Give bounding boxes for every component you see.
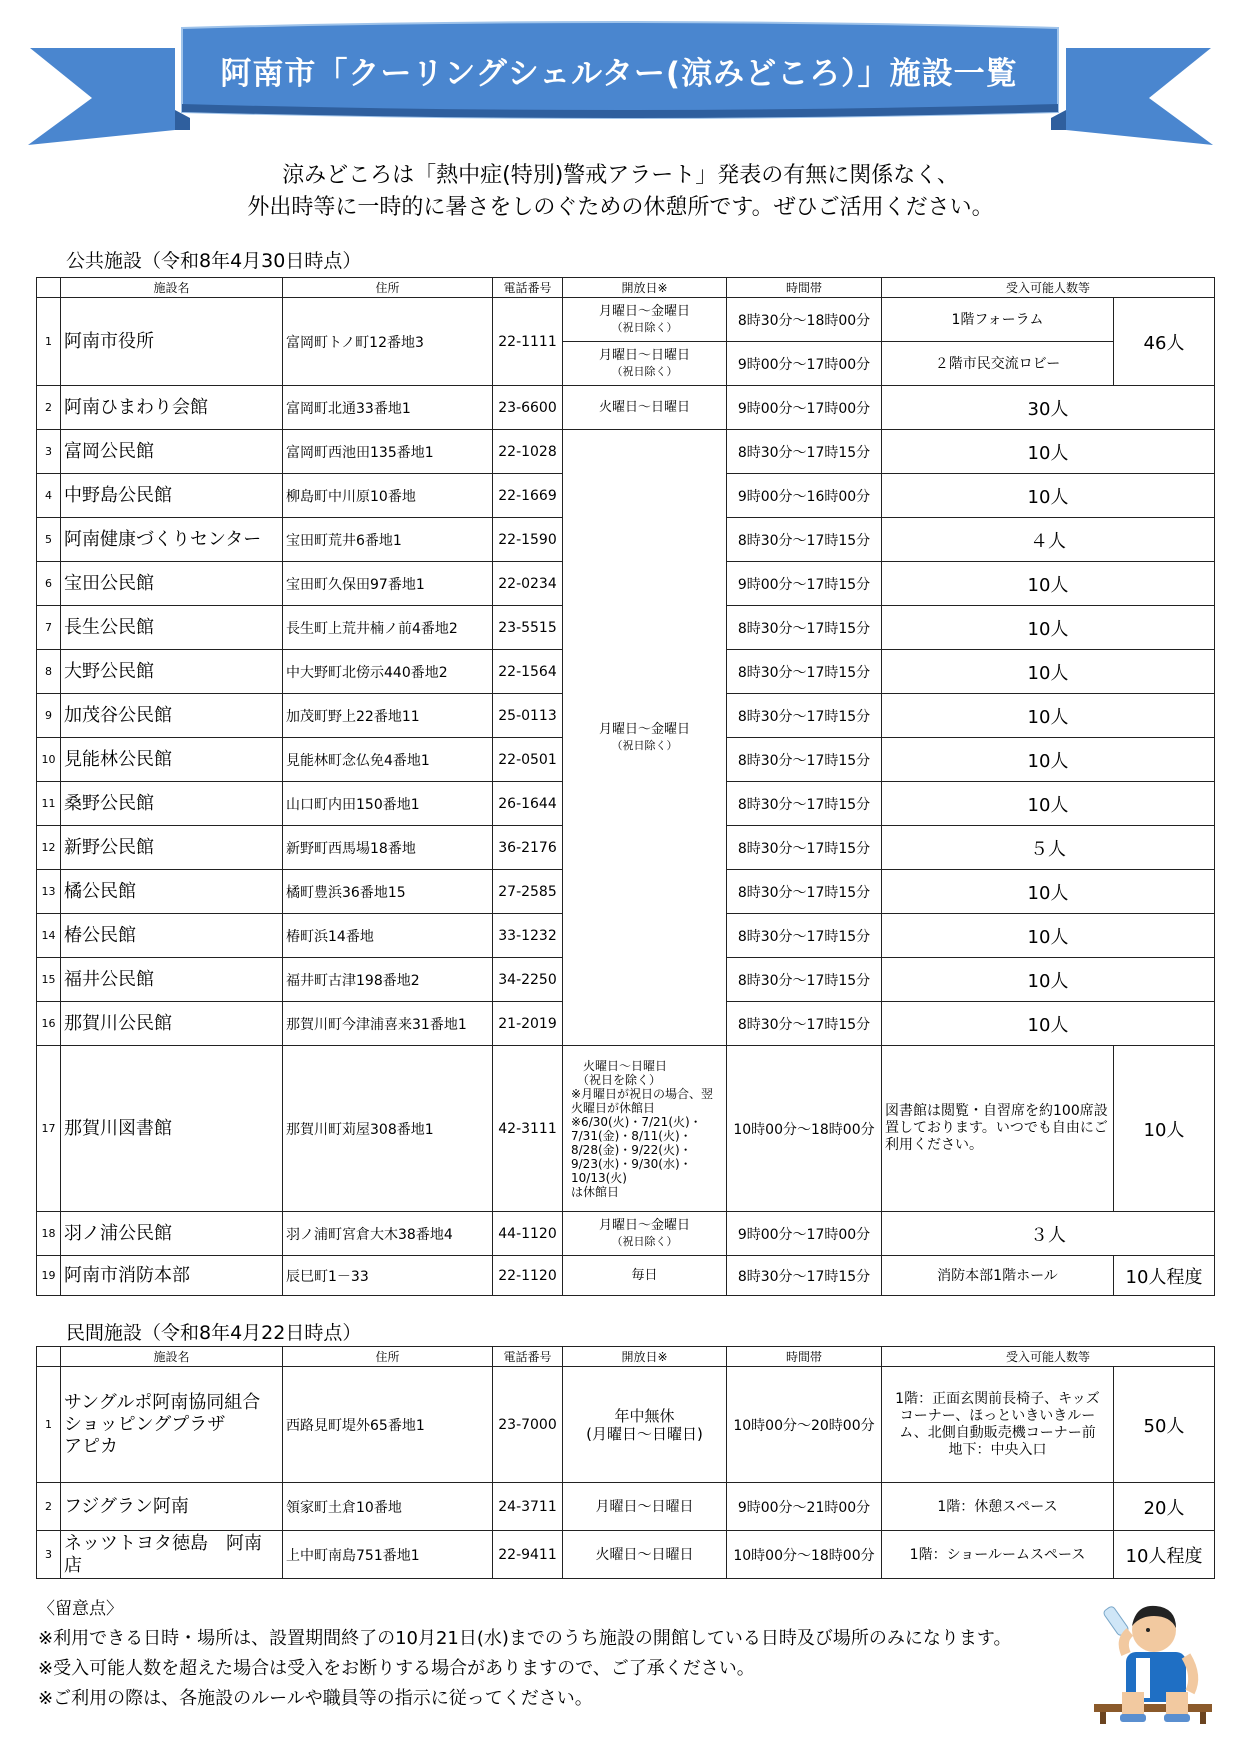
facility-name: 桑野公民館 xyxy=(61,782,283,826)
facility-hours: 10時00分～20時00分 xyxy=(727,1367,882,1483)
facility-address: 加茂町野上22番地11 xyxy=(283,694,493,738)
header-no xyxy=(37,278,61,298)
facility-hours: 8時30分～17時15分 xyxy=(727,694,882,738)
header-capacity: 受入可能人数等 xyxy=(882,278,1215,298)
facility-address: 見能林町念仏免4番地1 xyxy=(283,738,493,782)
facility-hours: 9時00分～17時00分 xyxy=(727,1212,882,1256)
facility-name: 宝田公民館 xyxy=(61,562,283,606)
facility-tel: 22-1028 xyxy=(493,430,563,474)
facility-tel: 44-1120 xyxy=(493,1212,563,1256)
facility-tel: 22-1590 xyxy=(493,518,563,562)
facility-capacity: 10人 xyxy=(882,474,1215,518)
facility-tel: 42-3111 xyxy=(493,1046,563,1212)
facility-address: 椿町浜14番地 xyxy=(283,914,493,958)
row-no: 13 xyxy=(37,870,61,914)
facility-open-days: 火曜日～日曜日 （祝日を除く） ※月曜日が祝日の場合、翌 火曜日が休館日 ※6/30(火)・7/21(火)・ 7/31(金)・8/11(火)・ 8/28(金)・9/22(火)・ 9/23(水)・9/30(水)・ 10/13(火) は休館日 xyxy=(563,1046,727,1212)
facility-name: 富岡公民館 xyxy=(61,430,283,474)
row-no: 1 xyxy=(37,1367,61,1483)
row-no: 5 xyxy=(37,518,61,562)
facility-location: 1階：正面玄関前長椅子、キッズ コーナー、ほっといきいきルー ム、北側自動販売機コーナー前 地下：中央入口 xyxy=(882,1367,1114,1483)
table-row xyxy=(37,386,1215,430)
intro-text xyxy=(0,160,1241,224)
facility-address: 富岡町西池田135番地1 xyxy=(283,430,493,474)
facility-address: 羽ノ浦町宮倉大木38番地4 xyxy=(283,1212,493,1256)
facility-capacity: ３人 xyxy=(882,1212,1215,1256)
facility-capacity: 10人 xyxy=(882,870,1215,914)
facility-tel: 22-1669 xyxy=(493,474,563,518)
facility-hours: 8時30分～17時15分 xyxy=(727,782,882,826)
row-no: 3 xyxy=(37,1531,61,1579)
note-item: ※受入可能人数を超えた場合は受入をお断りする場合がありますので、ご了承ください。 xyxy=(38,1658,755,1679)
header-name: 施設名 xyxy=(61,1347,283,1367)
facility-tel: 24-3711 xyxy=(493,1483,563,1531)
facility-hours: 8時30分～17時15分 xyxy=(727,1256,882,1296)
facility-hours: 9時00分～17時15分 xyxy=(727,562,882,606)
note-item: ※利用できる日時・場所は、設置期間終了の10月21日(水)までのうち施設の開館している日時及び場所のみになります。 xyxy=(38,1628,1012,1649)
facility-capacity: 10人程度 xyxy=(1114,1531,1215,1579)
facility-address: 辰巳町1－33 xyxy=(283,1256,493,1296)
facility-address: 中大野町北傍示440番地2 xyxy=(283,650,493,694)
facility-hours: 8時30分～18時00分 xyxy=(727,298,882,342)
facility-tel: 33-1232 xyxy=(493,914,563,958)
row-no: 2 xyxy=(37,1483,61,1531)
facility-capacity: 10人 xyxy=(882,606,1215,650)
facility-open-days: 毎日 xyxy=(563,1256,727,1296)
facility-address: 富岡町トノ町12番地3 xyxy=(283,298,493,386)
facility-address: 上中町南島751番地1 xyxy=(283,1531,493,1579)
facility-capacity: 10人 xyxy=(882,562,1215,606)
header-hours: 時間帯 xyxy=(727,1347,882,1367)
public-facilities-table xyxy=(36,277,1215,1296)
facility-open-days: 月曜日～金曜日 （祝日除く） xyxy=(563,1212,727,1256)
table-row xyxy=(37,1483,1215,1531)
facility-name: 那賀川公民館 xyxy=(61,1002,283,1046)
facility-open-days: 火曜日～日曜日 xyxy=(563,386,727,430)
facility-tel: 23-6600 xyxy=(493,386,563,430)
row-no: 17 xyxy=(37,1046,61,1212)
facility-tel: 22-1564 xyxy=(493,650,563,694)
facility-hours: 8時30分～17時15分 xyxy=(727,738,882,782)
intro-line-2: 外出時等に一時的に暑さをしのぐための休憩所です。ぜひご活用ください。 xyxy=(247,195,994,220)
facility-name: 阿南ひまわり会館 xyxy=(61,386,283,430)
header-address: 住所 xyxy=(283,278,493,298)
facility-address: 宝田町久保田97番地1 xyxy=(283,562,493,606)
facility-address: 宝田町荒井6番地1 xyxy=(283,518,493,562)
shared-open-days: 月曜日～金曜日 （祝日除く） xyxy=(563,430,727,1046)
facility-capacity: 10人 xyxy=(882,914,1215,958)
facility-address: 柳島町中川原10番地 xyxy=(283,474,493,518)
facility-name: 椿公民館 xyxy=(61,914,283,958)
facility-name: 橘公民館 xyxy=(61,870,283,914)
facility-capacity: 10人 xyxy=(882,650,1215,694)
table-header-row xyxy=(37,1347,1215,1367)
facility-tel: 22-9411 xyxy=(493,1531,563,1579)
facility-capacity: 10人 xyxy=(882,782,1215,826)
facility-note: 図書館は閲覧・自習席を約100席設置しております。いつでも自由にご利用ください。 xyxy=(882,1046,1114,1212)
facility-capacity: 10人 xyxy=(882,738,1215,782)
table-row xyxy=(37,430,1215,474)
note-item: ※ご利用の際は、各施設のルールや職員等の指示に従ってください。 xyxy=(38,1688,593,1709)
facility-open-days: 火曜日～日曜日 xyxy=(563,1531,727,1579)
private-section-title: 民間施設（令和8年4月22日時点） xyxy=(66,1322,362,1344)
facility-location: ２階市民交流ロビー xyxy=(882,342,1114,386)
facility-tel: 21-2019 xyxy=(493,1002,563,1046)
row-no: 19 xyxy=(37,1256,61,1296)
facility-open-days: 月曜日～日曜日 （祝日除く） xyxy=(563,342,727,386)
facility-hours: 8時30分～17時15分 xyxy=(727,430,882,474)
table-header-row xyxy=(37,278,1215,298)
facility-open-days: 年中無休 (月曜日～日曜日) xyxy=(563,1367,727,1483)
row-no: 11 xyxy=(37,782,61,826)
public-section-title: 公共施設（令和8年4月30日時点） xyxy=(66,250,362,272)
facility-address: 橘町豊浜36番地15 xyxy=(283,870,493,914)
header-capacity: 受入可能人数等 xyxy=(882,1347,1215,1367)
facility-name: サングルポ阿南協同組合 ショッピングプラザ アピカ xyxy=(61,1367,283,1483)
header-address: 住所 xyxy=(283,1347,493,1367)
facility-capacity: 10人 xyxy=(882,694,1215,738)
facility-capacity: 46人 xyxy=(1114,298,1215,386)
row-no: 18 xyxy=(37,1212,61,1256)
private-facilities-table xyxy=(36,1346,1215,1579)
row-no: 9 xyxy=(37,694,61,738)
header-tel: 電話番号 xyxy=(493,1347,563,1367)
facility-name: 加茂谷公民館 xyxy=(61,694,283,738)
intro-line-1: 涼みどころは「熱中症(特別)警戒アラート」発表の有無に関係なく、 xyxy=(282,163,959,188)
facility-address: 領家町土倉10番地 xyxy=(283,1483,493,1531)
header-tel: 電話番号 xyxy=(493,278,563,298)
row-no: 15 xyxy=(37,958,61,1002)
facility-hours: 8時30分～17時15分 xyxy=(727,1002,882,1046)
facility-name: 大野公民館 xyxy=(61,650,283,694)
facility-hours: 9時00分～21時00分 xyxy=(727,1483,882,1531)
facility-open-days: 月曜日～日曜日 xyxy=(563,1483,727,1531)
header-open-days: 開放日※ xyxy=(563,1347,727,1367)
row-no: 3 xyxy=(37,430,61,474)
facility-name: 阿南市消防本部 xyxy=(61,1256,283,1296)
facility-tel: 22-0234 xyxy=(493,562,563,606)
facility-tel: 22-1120 xyxy=(493,1256,563,1296)
facility-capacity: 10人 xyxy=(1114,1046,1215,1212)
facility-name: 那賀川図書館 xyxy=(61,1046,283,1212)
facility-capacity: 10人 xyxy=(882,958,1215,1002)
table-row xyxy=(37,1531,1215,1579)
facility-tel: 22-0501 xyxy=(493,738,563,782)
facility-tel: 26-1644 xyxy=(493,782,563,826)
facility-tel: 25-0113 xyxy=(493,694,563,738)
facility-hours: 10時00分～18時00分 xyxy=(727,1046,882,1212)
facility-address: 富岡町北通33番地1 xyxy=(283,386,493,430)
table-row xyxy=(37,1367,1215,1483)
row-no: 14 xyxy=(37,914,61,958)
facility-address: 那賀川町苅屋308番地1 xyxy=(283,1046,493,1212)
facility-capacity: 20人 xyxy=(1114,1483,1215,1531)
notes-section xyxy=(38,1594,1012,1714)
header-hours: 時間帯 xyxy=(727,278,882,298)
facility-hours: 8時30分～17時15分 xyxy=(727,518,882,562)
notes-heading: 〈留意点〉 xyxy=(38,1599,123,1619)
facility-name: 阿南市役所 xyxy=(61,298,283,386)
facility-address: 福井町古津198番地2 xyxy=(283,958,493,1002)
facility-capacity: ４人 xyxy=(882,518,1215,562)
facility-address: 長生町上荒井楠ノ前4番地2 xyxy=(283,606,493,650)
facility-location: 1階フォーラム xyxy=(882,298,1114,342)
facility-name: ネッツトヨタ徳島 阿南店 xyxy=(61,1531,283,1579)
facility-location: 1階：ショールームスペース xyxy=(882,1531,1114,1579)
row-no: 1 xyxy=(37,298,61,386)
row-no: 7 xyxy=(37,606,61,650)
facility-capacity: 30人 xyxy=(882,386,1215,430)
row-no: 4 xyxy=(37,474,61,518)
table-row xyxy=(37,1046,1215,1212)
facility-address: 山口町内田150番地1 xyxy=(283,782,493,826)
facility-capacity: 10人 xyxy=(882,430,1215,474)
facility-hours: 8時30分～17時15分 xyxy=(727,650,882,694)
row-no: 16 xyxy=(37,1002,61,1046)
facility-hours: 9時00分～17時00分 xyxy=(727,386,882,430)
facility-hours: 8時30分～17時15分 xyxy=(727,826,882,870)
facility-hours: 9時00分～17時00分 xyxy=(727,342,882,386)
facility-open-days: 月曜日～金曜日 （祝日除く） xyxy=(563,298,727,342)
header-name: 施設名 xyxy=(61,278,283,298)
facility-location: 1階：休憩スペース xyxy=(882,1483,1114,1531)
facility-capacity: 10人 xyxy=(882,1002,1215,1046)
row-no: 12 xyxy=(37,826,61,870)
facility-hours: 9時00分～16時00分 xyxy=(727,474,882,518)
facility-address: 那賀川町今津浦喜来31番地1 xyxy=(283,1002,493,1046)
facility-location: 消防本部1階ホール xyxy=(882,1256,1114,1296)
row-no: 8 xyxy=(37,650,61,694)
facility-capacity: 10人程度 xyxy=(1114,1256,1215,1296)
facility-address: 新野町西馬場18番地 xyxy=(283,826,493,870)
facility-capacity: 50人 xyxy=(1114,1367,1215,1483)
facility-hours: 10時00分～18時00分 xyxy=(727,1531,882,1579)
facility-tel: 34-2250 xyxy=(493,958,563,1002)
facility-name: フジグラン阿南 xyxy=(61,1483,283,1531)
facility-name: 見能林公民館 xyxy=(61,738,283,782)
facility-capacity: ５人 xyxy=(882,826,1215,870)
row-no: 2 xyxy=(37,386,61,430)
facility-tel: 23-7000 xyxy=(493,1367,563,1483)
facility-name: 新野公民館 xyxy=(61,826,283,870)
facility-address: 西路見町堤外65番地1 xyxy=(283,1367,493,1483)
facility-tel: 36-2176 xyxy=(493,826,563,870)
table-row xyxy=(37,1212,1215,1256)
facility-hours: 8時30分～17時15分 xyxy=(727,606,882,650)
row-no: 10 xyxy=(37,738,61,782)
facility-name: 長生公民館 xyxy=(61,606,283,650)
facility-name: 中野島公民館 xyxy=(61,474,283,518)
person-drinking-water-icon xyxy=(1086,1596,1216,1726)
table-row xyxy=(37,298,1215,342)
facility-name: 福井公民館 xyxy=(61,958,283,1002)
facility-hours: 8時30分～17時15分 xyxy=(727,914,882,958)
header-no xyxy=(37,1347,61,1367)
facility-tel: 23-5515 xyxy=(493,606,563,650)
facility-hours: 8時30分～17時15分 xyxy=(727,870,882,914)
facility-hours: 8時30分～17時15分 xyxy=(727,958,882,1002)
facility-name: 羽ノ浦公民館 xyxy=(61,1212,283,1256)
facility-name: 阿南健康づくりセンター xyxy=(61,518,283,562)
page-title: 阿南市「クーリングシェルター(涼みどころ）」施設一覧 xyxy=(220,56,1018,92)
table-row xyxy=(37,1256,1215,1296)
facility-tel: 27-2585 xyxy=(493,870,563,914)
facility-tel: 22-1111 xyxy=(493,298,563,386)
row-no: 6 xyxy=(37,562,61,606)
header-open-days: 開放日※ xyxy=(563,278,727,298)
